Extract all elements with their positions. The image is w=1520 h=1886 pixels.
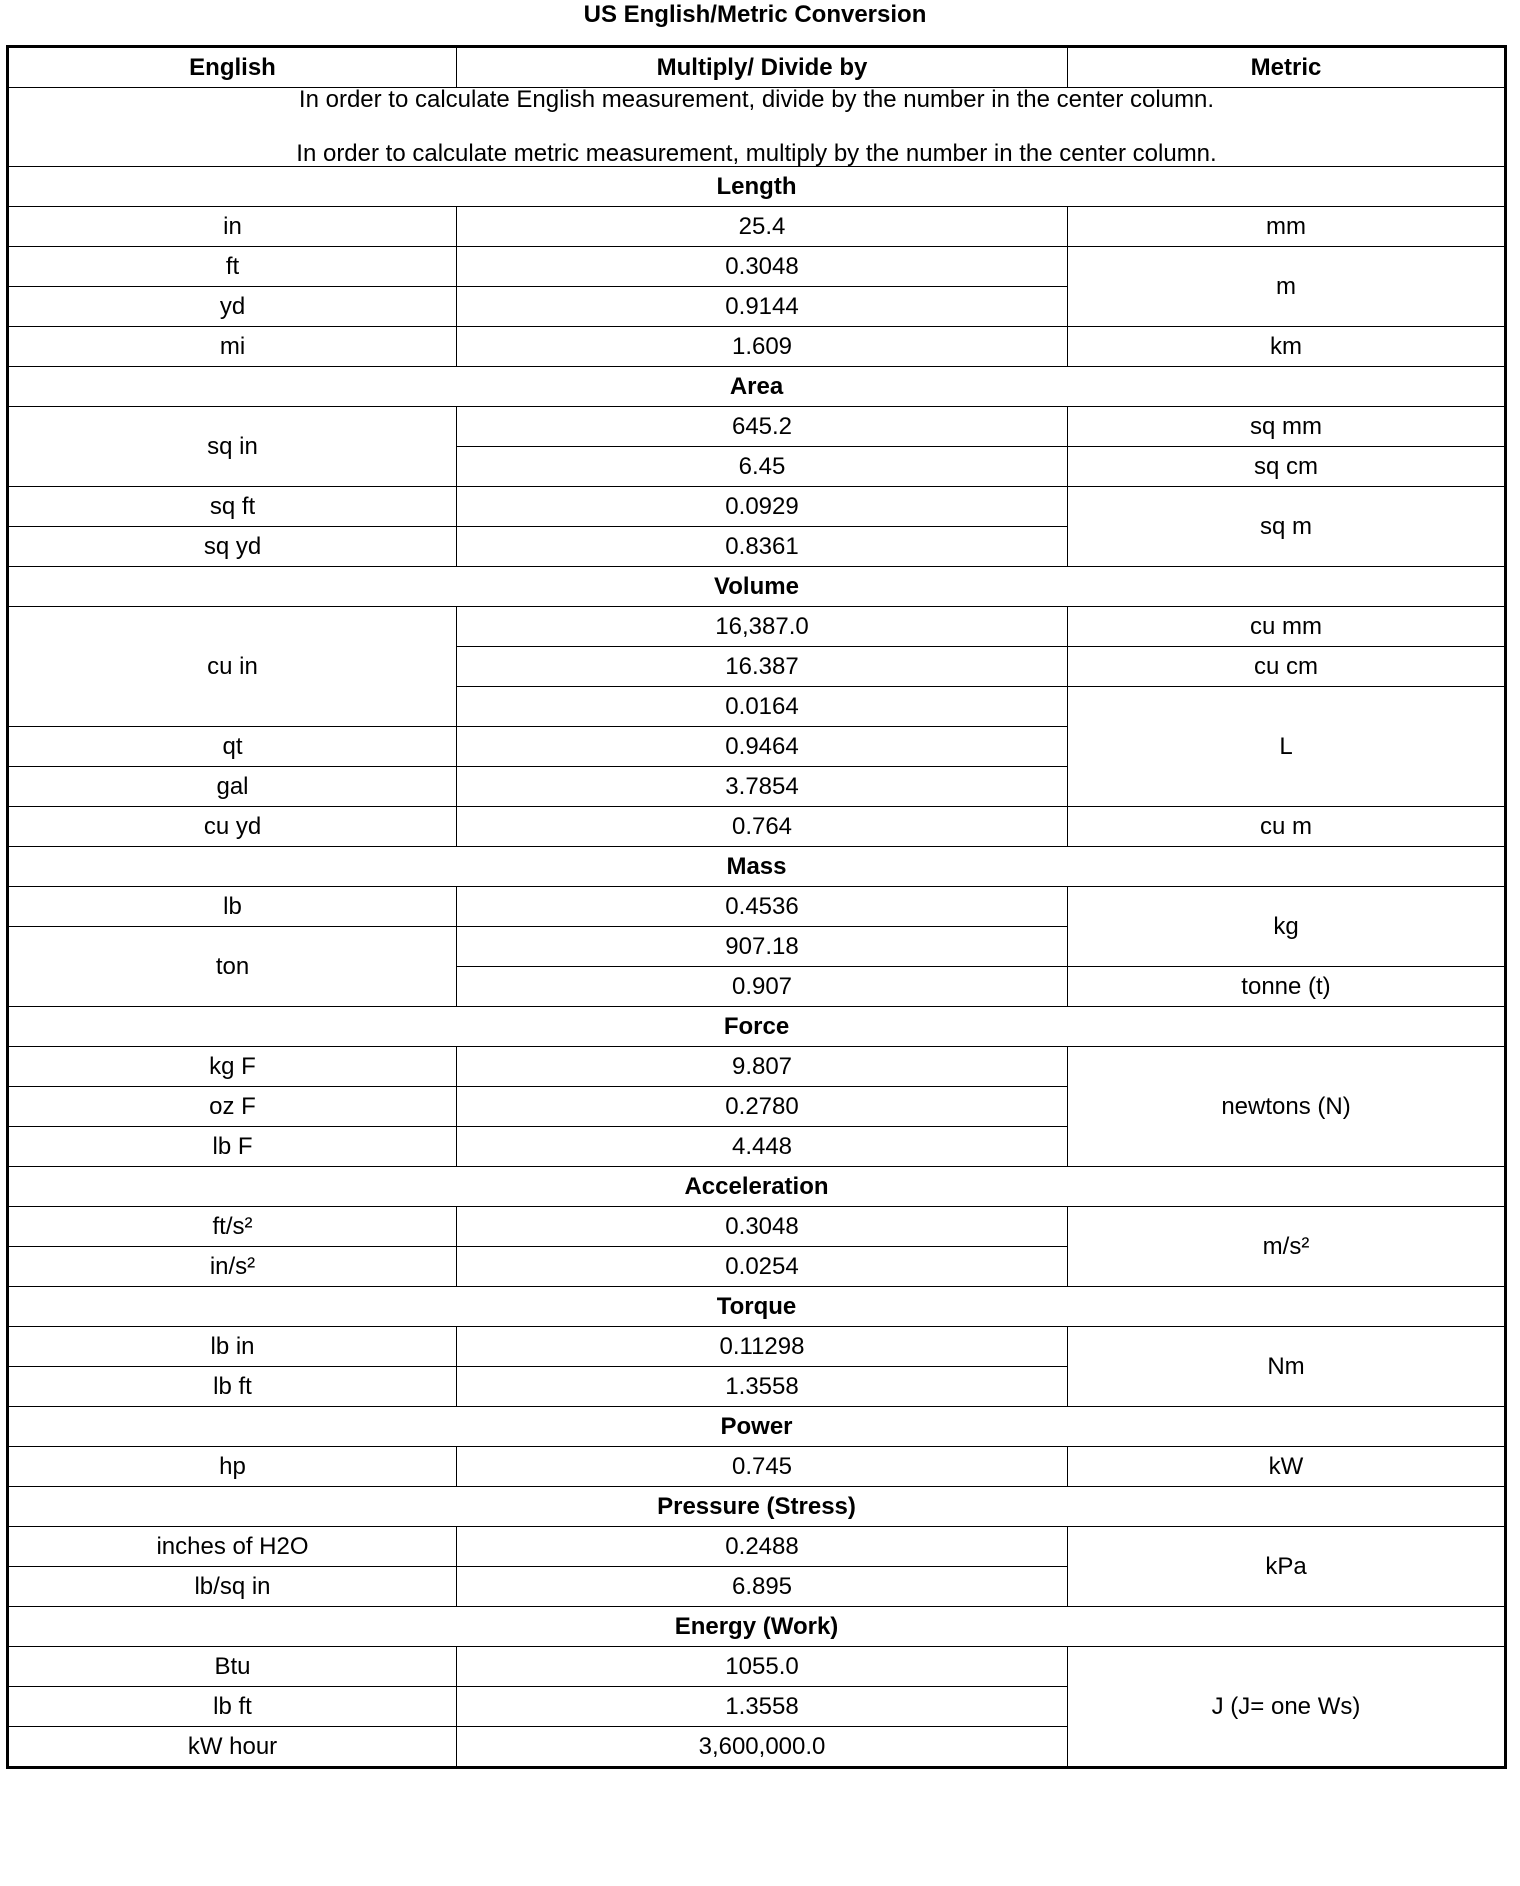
conversion-factor: 645.2	[457, 407, 1068, 447]
conversion-factor: 3,600,000.0	[457, 1727, 1068, 1768]
instructions-row	[8, 88, 1506, 167]
english-unit: inches of H2O	[8, 1527, 457, 1567]
section-row-mass	[8, 847, 1506, 887]
conversion-factor: 0.9144	[457, 287, 1068, 327]
conversion-factor: 1.3558	[457, 1367, 1068, 1407]
metric-unit: tonne (t)	[1068, 967, 1506, 1007]
instructions-cell	[8, 88, 1506, 167]
section-heading: Pressure (Stress)	[8, 1487, 1506, 1527]
section-row-acceleration	[8, 1167, 1506, 1207]
english-unit: Btu	[8, 1647, 457, 1687]
table-row	[8, 487, 1506, 527]
metric-unit: J (J= one Ws)	[1068, 1647, 1506, 1768]
english-unit: sq yd	[8, 527, 457, 567]
conversion-factor: 1055.0	[457, 1647, 1068, 1687]
metric-unit: cu m	[1068, 807, 1506, 847]
english-unit: mi	[8, 327, 457, 367]
conversion-factor: 3.7854	[457, 767, 1068, 807]
table-row	[8, 1447, 1506, 1487]
conversion-factor: 0.2780	[457, 1087, 1068, 1127]
page-title: US English/Metric Conversion	[583, 1, 927, 28]
conversion-factor: 0.0929	[457, 487, 1068, 527]
metric-unit: cu cm	[1068, 647, 1506, 687]
section-row-volume	[8, 567, 1506, 607]
metric-unit: sq m	[1068, 487, 1506, 567]
conversion-factor: 1.3558	[457, 1687, 1068, 1727]
section-heading: Force	[8, 1007, 1506, 1047]
table-row	[8, 887, 1506, 927]
conversion-factor: 907.18	[457, 927, 1068, 967]
column-header-metric: Metric	[1068, 47, 1506, 88]
metric-unit: cu mm	[1068, 607, 1506, 647]
conversion-factor: 0.2488	[457, 1527, 1068, 1567]
english-unit: ft	[8, 247, 457, 287]
table-row	[8, 1207, 1506, 1247]
section-row-energy	[8, 1607, 1506, 1647]
conversion-table	[6, 45, 1507, 1769]
english-unit: in	[8, 207, 457, 247]
header-row	[8, 47, 1506, 88]
english-unit: cu yd	[8, 807, 457, 847]
instruction-english: In order to calculate English measurement, divide by the number in the center column.	[298, 87, 1215, 113]
column-header-english: English	[8, 47, 457, 88]
table-row	[8, 327, 1506, 367]
conversion-factor: 0.4536	[457, 887, 1068, 927]
conversion-factor: 9.807	[457, 1047, 1068, 1087]
conversion-factor: 6.45	[457, 447, 1068, 487]
metric-unit: m/s²	[1068, 1207, 1506, 1287]
english-unit: yd	[8, 287, 457, 327]
metric-unit: m	[1068, 247, 1506, 327]
section-row-power	[8, 1407, 1506, 1447]
conversion-factor: 0.9464	[457, 727, 1068, 767]
section-heading: Torque	[8, 1287, 1506, 1327]
english-unit: ton	[8, 927, 457, 1007]
column-header-factor: Multiply/ Divide by	[457, 47, 1068, 88]
table-row	[8, 207, 1506, 247]
conversion-factor: 0.3048	[457, 1207, 1068, 1247]
metric-unit: sq mm	[1068, 407, 1506, 447]
metric-unit: newtons (N)	[1068, 1047, 1506, 1167]
metric-unit: Nm	[1068, 1327, 1506, 1407]
section-heading: Area	[8, 367, 1506, 407]
conversion-factor: 25.4	[457, 207, 1068, 247]
conversion-factor: 4.448	[457, 1127, 1068, 1167]
english-unit: lb ft	[8, 1687, 457, 1727]
table-row	[8, 607, 1506, 647]
metric-unit: L	[1068, 687, 1506, 807]
section-heading: Energy (Work)	[8, 1607, 1506, 1647]
english-unit: gal	[8, 767, 457, 807]
metric-unit: sq cm	[1068, 447, 1506, 487]
conversion-factor: 0.11298	[457, 1327, 1068, 1367]
english-unit: lb/sq in	[8, 1567, 457, 1607]
english-unit: lb ft	[8, 1367, 457, 1407]
section-heading: Length	[8, 167, 1506, 207]
section-heading: Acceleration	[8, 1167, 1506, 1207]
section-row-force	[8, 1007, 1506, 1047]
conversion-factor: 0.3048	[457, 247, 1068, 287]
conversion-factor: 0.8361	[457, 527, 1068, 567]
conversion-factor: 16.387	[457, 647, 1068, 687]
section-row-pressure	[8, 1487, 1506, 1527]
conversion-factor: 0.907	[457, 967, 1068, 1007]
english-unit: kW hour	[8, 1727, 457, 1768]
english-unit: qt	[8, 727, 457, 767]
english-unit: lb	[8, 887, 457, 927]
section-heading: Volume	[8, 567, 1506, 607]
metric-unit: km	[1068, 327, 1506, 367]
english-unit: oz F	[8, 1087, 457, 1127]
english-unit: sq ft	[8, 487, 457, 527]
table-row	[8, 1047, 1506, 1087]
english-unit: ft/s²	[8, 1207, 457, 1247]
english-unit: cu in	[8, 607, 457, 727]
metric-unit: kg	[1068, 887, 1506, 967]
table-row	[8, 807, 1506, 847]
english-unit: in/s²	[8, 1247, 457, 1287]
english-unit: sq in	[8, 407, 457, 487]
conversion-factor: 0.0164	[457, 687, 1068, 727]
conversion-factor: 16,387.0	[457, 607, 1068, 647]
metric-unit: mm	[1068, 207, 1506, 247]
english-unit: lb in	[8, 1327, 457, 1367]
section-row-area	[8, 367, 1506, 407]
conversion-factor: 1.609	[457, 327, 1068, 367]
section-row-torque	[8, 1287, 1506, 1327]
section-heading: Mass	[8, 847, 1506, 887]
table-row	[8, 1527, 1506, 1567]
conversion-factor: 0.764	[457, 807, 1068, 847]
english-unit: hp	[8, 1447, 457, 1487]
conversion-factor: 0.745	[457, 1447, 1068, 1487]
table-row	[8, 247, 1506, 287]
section-row-length	[8, 167, 1506, 207]
conversion-factor: 6.895	[457, 1567, 1068, 1607]
table-row	[8, 1647, 1506, 1687]
table-row	[8, 407, 1506, 447]
table-row	[8, 1327, 1506, 1367]
section-heading: Power	[8, 1407, 1506, 1447]
metric-unit: kW	[1068, 1447, 1506, 1487]
english-unit: kg F	[8, 1047, 457, 1087]
english-unit: lb F	[8, 1127, 457, 1167]
conversion-factor: 0.0254	[457, 1247, 1068, 1287]
metric-unit: kPa	[1068, 1527, 1506, 1607]
instruction-metric: In order to calculate metric measurement, multiply by the number in the center column.	[296, 140, 1217, 167]
